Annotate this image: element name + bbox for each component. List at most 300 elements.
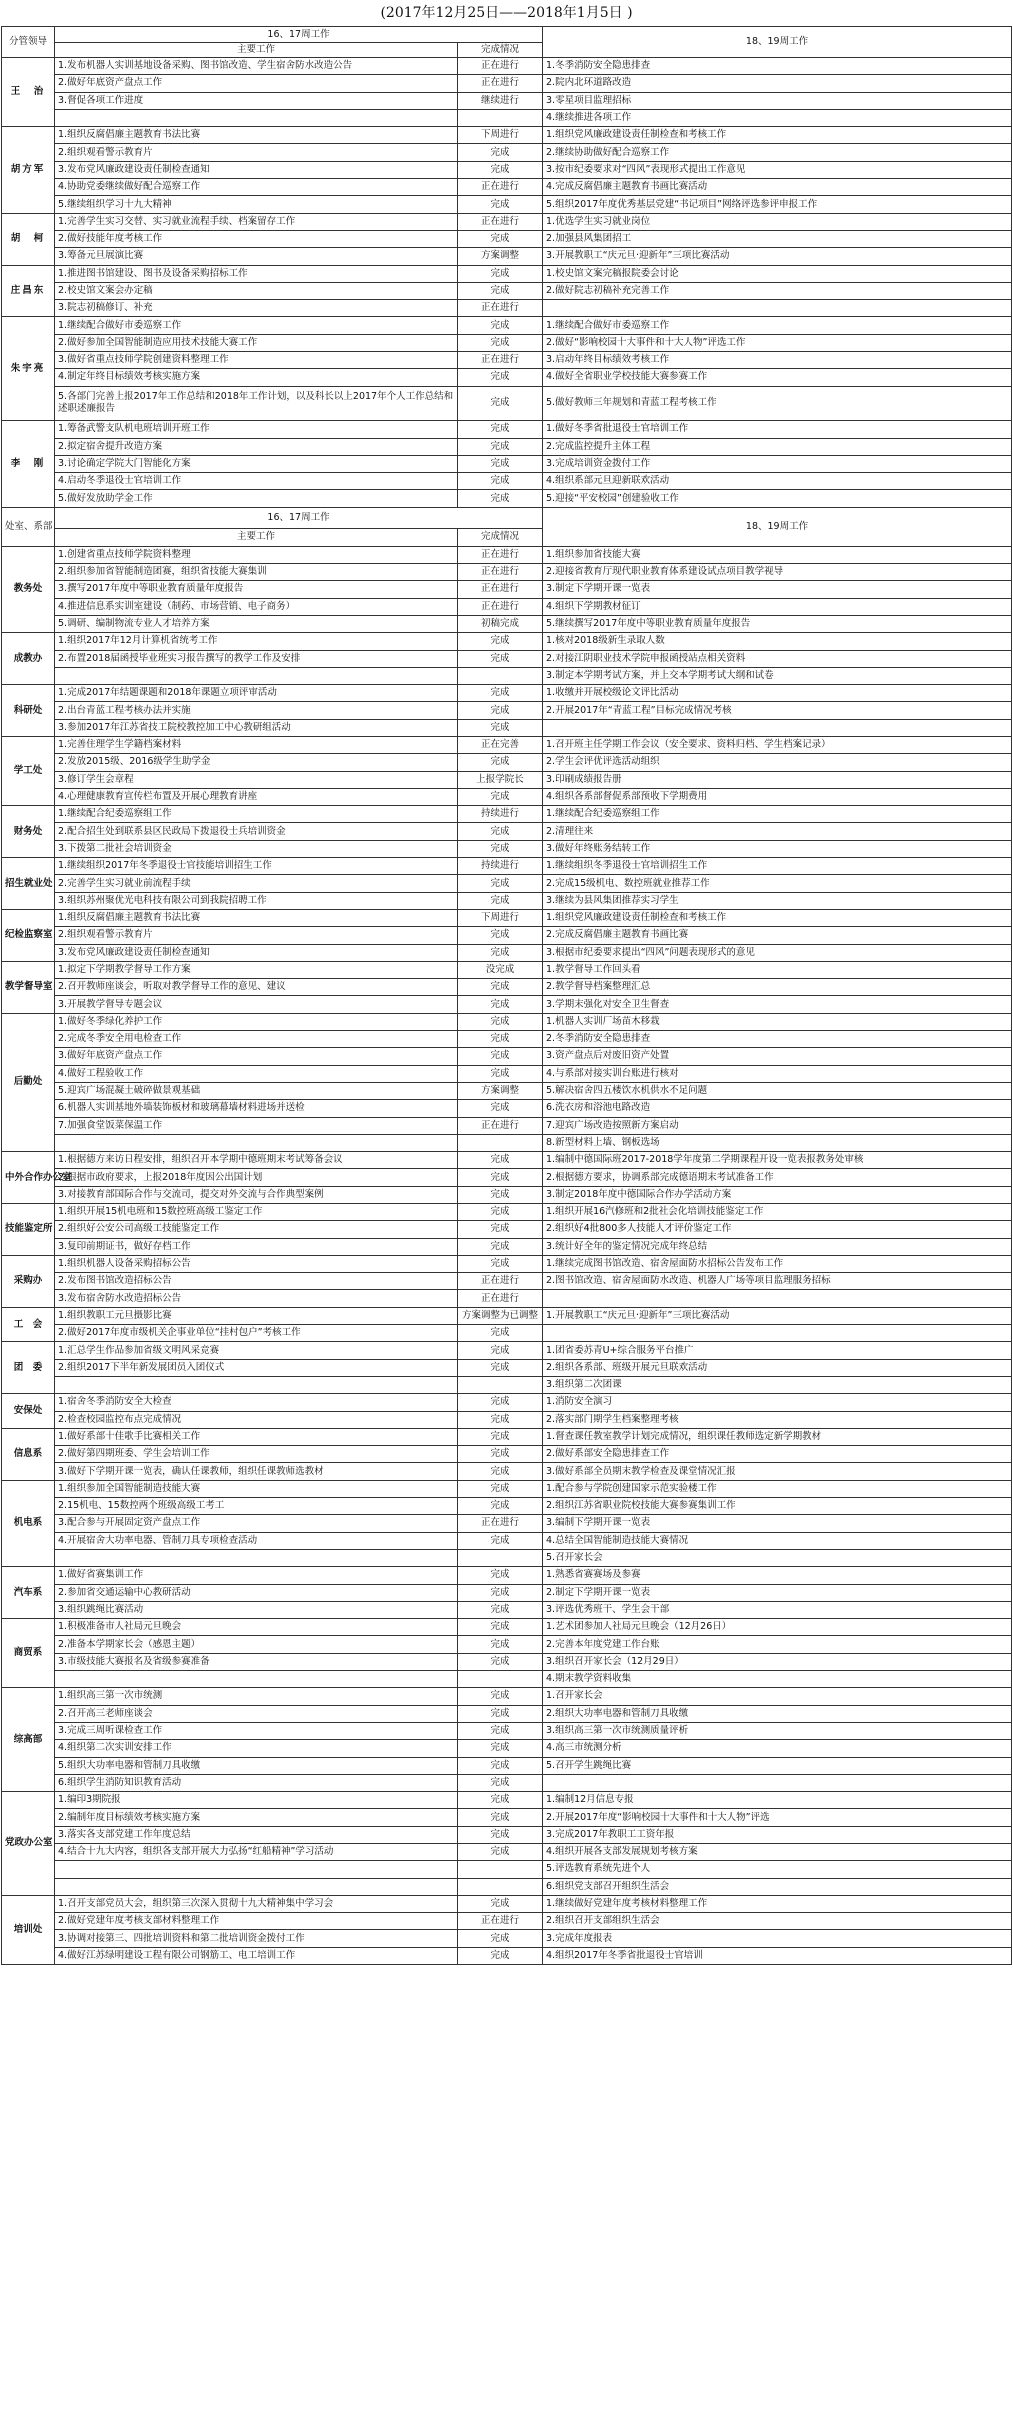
task-current: 2.15机电、15数控两个班级高级工考工 — [55, 1498, 458, 1515]
table-row — [2, 1792, 1012, 1809]
table-row — [2, 144, 1012, 161]
task-current: 1.组织开展15机电班和15数控班高级工鉴定工作 — [55, 1204, 458, 1221]
task-next: 6.组织党支部召开组织生活会 — [543, 1878, 1012, 1895]
task-status: 完成 — [458, 1809, 543, 1826]
department-name: 采购办 — [2, 1255, 55, 1307]
task-next: 3.组织第二次团课 — [543, 1376, 1012, 1393]
task-current: 2.准备本学期家长会（感恩主题） — [55, 1636, 458, 1653]
task-next: 1.编制中德国际班2017-2018学年度第二学期课程开设一览表报教务处审核 — [543, 1152, 1012, 1169]
task-current — [55, 1878, 458, 1895]
header-row-weeks — [2, 27, 1012, 43]
header-weeks-18-19: 18、19周工作 — [543, 507, 1012, 546]
table-row — [2, 736, 1012, 753]
table-row — [2, 1342, 1012, 1359]
task-next: 2.迎接省教育厅现代职业教育体系建设试点项目教学视导 — [543, 564, 1012, 581]
task-current: 2.做好技能年度考核工作 — [55, 230, 458, 247]
task-current: 2.发放2015级、2016级学生助学金 — [55, 754, 458, 771]
table-row — [2, 633, 1012, 650]
task-status: 完成 — [458, 334, 543, 351]
task-next: 3.完成培训资金拨付工作 — [543, 455, 1012, 472]
task-next: 4.组织系部元旦迎新联欢活动 — [543, 473, 1012, 490]
task-current: 5.各部门完善上报2017年工作总结和2018年工作计划，以及科长以上2017年个人工作总结和述职述廉报告 — [55, 386, 458, 421]
task-current: 3.发布宿舍防水改造招标公告 — [55, 1290, 458, 1307]
task-status: 完成 — [458, 1342, 543, 1359]
table-row — [2, 771, 1012, 788]
table-row — [2, 1446, 1012, 1463]
table-row — [2, 1238, 1012, 1255]
task-status: 完成 — [458, 1255, 543, 1272]
task-current: 5.继续组织学习十九大精神 — [55, 196, 458, 213]
leader-name: 李 刚 — [2, 421, 55, 507]
task-current: 1.发布机器人实训基地设备采购、图书馆改造、学生宿舍防水改造公告 — [55, 58, 458, 75]
table-row — [2, 248, 1012, 265]
task-status: 完成 — [458, 1325, 543, 1342]
task-status: 完成 — [458, 1031, 543, 1048]
task-current: 1.筹备武警支队机电班培训开班工作 — [55, 421, 458, 438]
task-next: 4.与系部对接实训台账进行核对 — [543, 1065, 1012, 1082]
task-status: 正在进行 — [458, 179, 543, 196]
task-current: 1.拟定下学期教学督导工作方案 — [55, 961, 458, 978]
task-status: 完成 — [458, 265, 543, 282]
task-status: 完成 — [458, 161, 543, 178]
table-row — [2, 1532, 1012, 1549]
task-current: 1.组织教职工元旦摄影比赛 — [55, 1307, 458, 1324]
task-status: 持续进行 — [458, 858, 543, 875]
task-next: 1.熟悉省赛赛场及参赛 — [543, 1567, 1012, 1584]
task-current: 3.筹备元旦展演比赛 — [55, 248, 458, 265]
table-row — [2, 1722, 1012, 1739]
department-name: 教务处 — [2, 546, 55, 632]
table-row — [2, 196, 1012, 213]
task-next: 1.组织党风廉政建设责任制检查和考核工作 — [543, 127, 1012, 144]
table-row — [2, 1065, 1012, 1082]
task-current: 2.发布图书馆改造招标公告 — [55, 1273, 458, 1290]
table-row — [2, 1671, 1012, 1688]
task-next: 1.组织参加省技能大赛 — [543, 546, 1012, 563]
task-status: 完成 — [458, 473, 543, 490]
task-next: 4.总结全国智能制造技能大赛情况 — [543, 1532, 1012, 1549]
task-status: 完成 — [458, 282, 543, 299]
table-row — [2, 1394, 1012, 1411]
task-status: 下周进行 — [458, 127, 543, 144]
table-row — [2, 1290, 1012, 1307]
task-status: 完成 — [458, 719, 543, 736]
task-current: 3.组织跳绳比赛活动 — [55, 1601, 458, 1618]
table-row — [2, 788, 1012, 805]
task-current: 5.迎宾广场混凝土破碎做景观基础 — [55, 1082, 458, 1099]
work-plan-table — [1, 26, 1012, 1965]
task-status: 完成 — [458, 840, 543, 857]
table-row — [2, 840, 1012, 857]
task-current: 3.参加2017年江苏省技工院校教控加工中心教研组活动 — [55, 719, 458, 736]
task-status — [458, 1878, 543, 1895]
table-row — [2, 1947, 1012, 1964]
task-status — [458, 109, 543, 126]
table-row — [2, 806, 1012, 823]
task-current: 2.根据市政府要求，上报2018年度因公出国计划 — [55, 1169, 458, 1186]
table-row — [2, 961, 1012, 978]
task-current: 1.完成2017年结题课题和2018年课题立项评审活动 — [55, 685, 458, 702]
table-row — [2, 1152, 1012, 1169]
task-next: 3.做好年终账务结转工作 — [543, 840, 1012, 857]
header-main-work: 主要工作 — [55, 43, 458, 58]
task-status: 正在进行 — [458, 1117, 543, 1134]
header-status: 完成情况 — [458, 43, 543, 58]
table-row — [2, 1117, 1012, 1134]
task-next: 1.召开班主任学期工作会议（安全要求、资料归档、学生档案记录） — [543, 736, 1012, 753]
task-status: 完成 — [458, 1653, 543, 1670]
task-current: 1.继续配合做好市委巡察工作 — [55, 317, 458, 334]
task-current: 3.对接教育部国际合作与交流司，提交对外交流与合作典型案例 — [55, 1186, 458, 1203]
task-current: 2.组织参加省智能制造团赛，组织省技能大赛集训 — [55, 564, 458, 581]
table-row — [2, 1861, 1012, 1878]
task-next: 3.开展教职工“庆元旦·迎新年”三项比赛活动 — [543, 248, 1012, 265]
task-current: 1.组织参加全国智能制造技能大赛 — [55, 1480, 458, 1497]
table-row — [2, 1826, 1012, 1843]
table-row — [2, 1757, 1012, 1774]
task-next: 2.落实部门期学生档案整理考核 — [543, 1411, 1012, 1428]
task-next: 3.学期末强化对安全卫生督查 — [543, 996, 1012, 1013]
task-next: 2.完成监控提升主体工程 — [543, 438, 1012, 455]
task-next: 2.清理往来 — [543, 823, 1012, 840]
task-current: 2.拟定宿舍提升改造方案 — [55, 438, 458, 455]
task-next: 2.组织江苏省职业院校技能大赛参赛集训工作 — [543, 1498, 1012, 1515]
task-next: 7.迎宾广场改造按照新方案启动 — [543, 1117, 1012, 1134]
task-current: 4.启动冬季退役士官培训工作 — [55, 473, 458, 490]
table-row — [2, 92, 1012, 109]
department-name: 技能鉴定所 — [2, 1204, 55, 1256]
department-name: 汽车系 — [2, 1567, 55, 1619]
task-status — [458, 1376, 543, 1393]
task-status: 完成 — [458, 438, 543, 455]
task-current: 3.院志初稿修订、补充 — [55, 300, 458, 317]
task-current — [55, 1134, 458, 1151]
table-row — [2, 369, 1012, 386]
task-next: 1.收缴并开展校级论文评比活动 — [543, 685, 1012, 702]
task-current: 2.做好参加全国智能制造应用技术技能大赛工作 — [55, 334, 458, 351]
department-name: 后勤处 — [2, 1013, 55, 1151]
task-next: 3.统计好全年的鉴定情况完成年终总结 — [543, 1238, 1012, 1255]
task-status: 完成 — [458, 230, 543, 247]
table-row — [2, 1653, 1012, 1670]
table-row — [2, 1549, 1012, 1566]
task-current: 2.检查校园监控布点完成情况 — [55, 1411, 458, 1428]
task-next: 5.解决宿舍四五楼饮水机供水不足问题 — [543, 1082, 1012, 1099]
table-row — [2, 352, 1012, 369]
table-row — [2, 858, 1012, 875]
task-next: 1.组织党风廉政建设责任制检查和考核工作 — [543, 909, 1012, 926]
table-row — [2, 1463, 1012, 1480]
task-next: 5.继续撰写2017年度中等职业教育质量年度报告 — [543, 615, 1012, 632]
department-name: 党政办公室 — [2, 1792, 55, 1896]
task-status: 完成 — [458, 490, 543, 507]
task-next: 4.做好全省职业学校技能大赛参赛工作 — [543, 369, 1012, 386]
task-status: 完成 — [458, 1359, 543, 1376]
task-current: 1.推进图书馆建设、图书及设备采购招标工作 — [55, 265, 458, 282]
table-row — [2, 1255, 1012, 1272]
task-next: 1.督查课任教室教学计划完成情况，组织课任教师选定新学期教材 — [543, 1428, 1012, 1445]
table-row — [2, 1359, 1012, 1376]
task-current: 2.组织观看警示教育片 — [55, 144, 458, 161]
task-current: 4.组织第二次实训安排工作 — [55, 1740, 458, 1757]
task-status: 完成 — [458, 1757, 543, 1774]
task-next: 4.组织下学期教材征订 — [543, 598, 1012, 615]
task-current — [55, 1861, 458, 1878]
task-status: 完成 — [458, 1013, 543, 1030]
task-status: 正在进行 — [458, 546, 543, 563]
task-next: 2.院内北环道路改造 — [543, 75, 1012, 92]
task-next: 5.召开学生跳绳比赛 — [543, 1757, 1012, 1774]
task-status: 方案调整 — [458, 1082, 543, 1099]
task-current — [55, 667, 458, 684]
header-weeks-16-17: 16、17周工作 — [55, 507, 543, 528]
task-next: 4.组织开展各支部发展规划考核方案 — [543, 1843, 1012, 1860]
task-current: 2.校史馆文案会办定稿 — [55, 282, 458, 299]
task-status: 完成 — [458, 386, 543, 421]
task-current: 4.推进信息系实训室建设（制药、市场营销、电子商务） — [55, 598, 458, 615]
task-current: 2.编制年度目标绩效考核实施方案 — [55, 1809, 458, 1826]
task-status: 完成 — [458, 1221, 543, 1238]
task-next: 5.召开家长会 — [543, 1549, 1012, 1566]
table-row — [2, 909, 1012, 926]
task-status: 完成 — [458, 754, 543, 771]
task-next: 2.开展2017年“青蓝工程”目标完成情况考核 — [543, 702, 1012, 719]
task-current: 3.组织苏州聚优光电科技有限公司到我院招聘工作 — [55, 892, 458, 909]
task-current: 2.出台青蓝工程考核办法并实施 — [55, 702, 458, 719]
task-next: 3.评选优秀班干、学生会干部 — [543, 1601, 1012, 1618]
task-next: 1.继续配合纪委巡察组工作 — [543, 806, 1012, 823]
task-next: 1.校史馆文案完稿报院委会讨论 — [543, 265, 1012, 282]
task-status: 完成 — [458, 144, 543, 161]
task-status: 下周进行 — [458, 909, 543, 926]
page-title: (2017年12月25日——2018年1月5日 ) — [380, 5, 633, 21]
task-status: 正在进行 — [458, 581, 543, 598]
task-current: 4.制定年终目标绩效考核实施方案 — [55, 369, 458, 386]
table-row — [2, 1428, 1012, 1445]
task-status: 完成 — [458, 1186, 543, 1203]
task-status: 完成 — [458, 317, 543, 334]
task-current: 3.发布党风廉政建设责任制检查通知 — [55, 161, 458, 178]
task-next: 2.学生会评优评选活动组织 — [543, 754, 1012, 771]
task-status — [458, 1134, 543, 1151]
task-current — [55, 1376, 458, 1393]
header-status: 完成情况 — [458, 528, 543, 546]
table-row — [2, 282, 1012, 299]
task-status: 完成 — [458, 1774, 543, 1791]
task-status: 正在进行 — [458, 58, 543, 75]
task-status: 正在进行 — [458, 1913, 543, 1930]
task-status: 完成 — [458, 421, 543, 438]
task-current: 1.组织反腐倡廉主题教育书法比赛 — [55, 127, 458, 144]
header-weeks-18-19: 18、19周工作 — [543, 27, 1012, 58]
task-current: 2.布置2018届函授毕业班实习报告撰写的教学工作及安排 — [55, 650, 458, 667]
task-current: 1.完善学生实习交替、实习就业流程手续、档案留存工作 — [55, 213, 458, 230]
task-current: 2.组织2017下半年新发展团员入团仪式 — [55, 1359, 458, 1376]
task-next: 2.做好院志初稿补充完善工作 — [543, 282, 1012, 299]
department-name: 机电系 — [2, 1480, 55, 1566]
table-row — [2, 1134, 1012, 1151]
task-current: 3.下拨第二批社会培训资金 — [55, 840, 458, 857]
table-row — [2, 1169, 1012, 1186]
table-row — [2, 1636, 1012, 1653]
task-next: 4.组织各系部督促系部预收下学期费用 — [543, 788, 1012, 805]
table-row — [2, 455, 1012, 472]
table-row — [2, 438, 1012, 455]
task-next — [543, 1325, 1012, 1342]
table-row — [2, 1705, 1012, 1722]
task-status: 正在进行 — [458, 1515, 543, 1532]
task-current: 1.编印3期院报 — [55, 1792, 458, 1809]
task-current: 3.开展教学督导专题会议 — [55, 996, 458, 1013]
task-current: 3.落实各支部党建工作年度总结 — [55, 1826, 458, 1843]
task-current: 1.做好冬季绿化养护工作 — [55, 1013, 458, 1030]
task-next: 2.组织各系部、班级开展元旦联欢活动 — [543, 1359, 1012, 1376]
table-row — [2, 1082, 1012, 1099]
task-next: 3.制定下学期开课一览表 — [543, 581, 1012, 598]
task-current: 1.继续组织2017年冬季退役士官技能培训招生工作 — [55, 858, 458, 875]
table-row — [2, 719, 1012, 736]
task-current: 3.做好下学期开课一览表，确认任课教师，组织任课教师选教材 — [55, 1463, 458, 1480]
leader-name: 庄昌东 — [2, 265, 55, 317]
task-next: 1.教学督导工作回头看 — [543, 961, 1012, 978]
task-next: 3.制定2018年度中德国际合作办学活动方案 — [543, 1186, 1012, 1203]
table-row — [2, 1048, 1012, 1065]
task-status: 初稿完成 — [458, 615, 543, 632]
table-row — [2, 598, 1012, 615]
department-name: 纪检监察室 — [2, 909, 55, 961]
header-weeks-16-17: 16、17周工作 — [55, 27, 543, 43]
task-status: 完成 — [458, 788, 543, 805]
task-status — [458, 1549, 543, 1566]
task-next: 3.组织高三第一次市统测质量评析 — [543, 1722, 1012, 1739]
task-status: 完成 — [458, 1463, 543, 1480]
table-row — [2, 1878, 1012, 1895]
task-current: 3.协调对接第三、四批培训资料和第二批培训资金拨付工作 — [55, 1930, 458, 1947]
table-row — [2, 317, 1012, 334]
task-status: 完成 — [458, 1895, 543, 1912]
task-current: 1.创建省重点技师学院资料整理 — [55, 546, 458, 563]
task-status: 正在进行 — [458, 1273, 543, 1290]
department-name: 科研处 — [2, 685, 55, 737]
table-row — [2, 875, 1012, 892]
task-current: 1.做好省赛集训工作 — [55, 1567, 458, 1584]
table-row — [2, 1013, 1012, 1030]
task-current: 1.组织2017年12月计算机省统考工作 — [55, 633, 458, 650]
task-next: 1.消防安全演习 — [543, 1394, 1012, 1411]
task-current: 4.协助党委继续做好配合巡察工作 — [55, 179, 458, 196]
task-next: 2.组织大功率电器和管制刀具收缴 — [543, 1705, 1012, 1722]
task-next: 2.加强县风集团招工 — [543, 230, 1012, 247]
task-status: 完成 — [458, 944, 543, 961]
table-row — [2, 334, 1012, 351]
task-next: 4.高三市统测分析 — [543, 1740, 1012, 1757]
table-row — [2, 490, 1012, 507]
task-next: 1.继续做好党建年度考核材料整理工作 — [543, 1895, 1012, 1912]
task-next: 1.核对2018级新生录取人数 — [543, 633, 1012, 650]
task-next: 5.评选教育系统先进个人 — [543, 1861, 1012, 1878]
task-current: 2.完成冬季安全用电检查工作 — [55, 1031, 458, 1048]
table-row — [2, 1567, 1012, 1584]
task-status: 完成 — [458, 1169, 543, 1186]
task-next: 2.制定下学期开课一览表 — [543, 1584, 1012, 1601]
department-name: 团 委 — [2, 1342, 55, 1394]
corner-header-department: 处室、系部 — [2, 507, 55, 546]
task-current: 3.配合参与开展固定资产盘点工作 — [55, 1515, 458, 1532]
task-next — [543, 300, 1012, 317]
table-row — [2, 564, 1012, 581]
task-status: 完成 — [458, 1048, 543, 1065]
task-current: 4.做好江苏绿明建设工程有限公司钢筋工、电工培训工作 — [55, 1947, 458, 1964]
task-status: 完成 — [458, 1204, 543, 1221]
task-status: 完成 — [458, 455, 543, 472]
task-status: 完成 — [458, 1792, 543, 1809]
task-status: 正在进行 — [458, 75, 543, 92]
task-status: 完成 — [458, 892, 543, 909]
task-status: 完成 — [458, 823, 543, 840]
task-current: 3.完成三周听课检查工作 — [55, 1722, 458, 1739]
task-next: 1.做好冬季省批退役士官培训工作 — [543, 421, 1012, 438]
task-next: 4.期末教学资料收集 — [543, 1671, 1012, 1688]
task-status: 完成 — [458, 1619, 543, 1636]
task-status: 完成 — [458, 1152, 543, 1169]
task-status: 完成 — [458, 875, 543, 892]
task-next: 2.对接江阴职业技术学院申报函授站点相关资料 — [543, 650, 1012, 667]
task-current: 3.督促各项工作进度 — [55, 92, 458, 109]
task-status — [458, 1861, 543, 1878]
table-row — [2, 1601, 1012, 1618]
table-row — [2, 1809, 1012, 1826]
task-current: 1.完善住理学生学籍档案材料 — [55, 736, 458, 753]
task-next: 3.零星项目监理招标 — [543, 92, 1012, 109]
table-row — [2, 58, 1012, 75]
task-status: 完成 — [458, 1601, 543, 1618]
table-row — [2, 265, 1012, 282]
task-next: 1.继续配合做好市委巡察工作 — [543, 317, 1012, 334]
task-status — [458, 667, 543, 684]
leader-name: 胡 柯 — [2, 213, 55, 265]
task-current — [55, 109, 458, 126]
task-current: 2.组织好公安公司高级工技能鉴定工作 — [55, 1221, 458, 1238]
task-current: 1.做好系部十佳歌手比赛相关工作 — [55, 1428, 458, 1445]
task-current: 3.做好省重点技师学院创建资料整理工作 — [55, 352, 458, 369]
task-status: 完成 — [458, 369, 543, 386]
task-status: 完成 — [458, 1394, 543, 1411]
task-status: 完成 — [458, 1826, 543, 1843]
task-status: 继续进行 — [458, 92, 543, 109]
task-current: 5.组织大功率电器和管制刀具收缴 — [55, 1757, 458, 1774]
table-row — [2, 1100, 1012, 1117]
task-next: 3.完成年度报表 — [543, 1930, 1012, 1947]
task-status: 正在进行 — [458, 598, 543, 615]
table-row — [2, 1498, 1012, 1515]
department-name: 教学督导室 — [2, 961, 55, 1013]
leader-name: 朱宇亮 — [2, 317, 55, 421]
task-status: 完成 — [458, 1498, 543, 1515]
task-status: 完成 — [458, 996, 543, 1013]
table-row — [2, 1930, 1012, 1947]
task-next: 1.组织开展16汽修班和2批社会化培训技能鉴定工作 — [543, 1204, 1012, 1221]
department-name: 财务处 — [2, 806, 55, 858]
task-current — [55, 1671, 458, 1688]
table-row — [2, 230, 1012, 247]
task-current: 3.讨论确定学院大门智能化方案 — [55, 455, 458, 472]
task-next — [543, 1774, 1012, 1791]
table-row — [2, 546, 1012, 563]
task-next: 4.完成反腐倡廉主题教育书画比赛活动 — [543, 179, 1012, 196]
task-next: 2.组织好4批800多人技能人才评价鉴定工作 — [543, 1221, 1012, 1238]
table-row — [2, 421, 1012, 438]
task-current: 2.组织观看警示教育片 — [55, 927, 458, 944]
